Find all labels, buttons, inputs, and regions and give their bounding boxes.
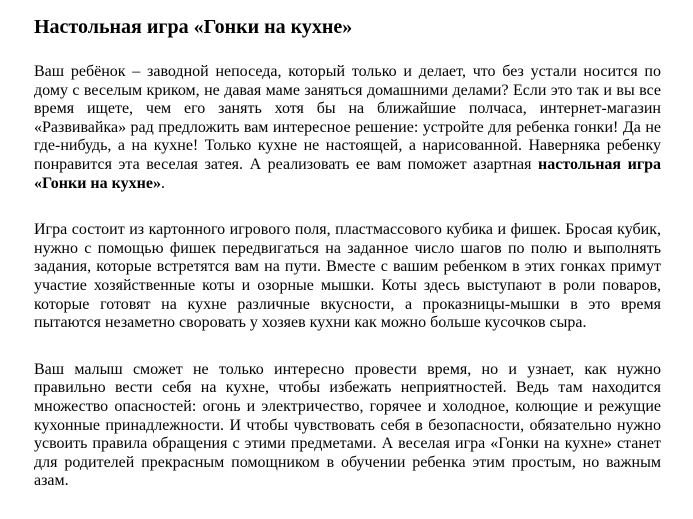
paragraph-benefits: Ваш малыш сможет не только интересно провести время, но и узнает, как нужно правильно вести себя на кухне, чтобы избежать неприятностей. Ведь там находится множество опасностей: огонь и электричество, горячее и холодное, колющие и режущие кухонные принадлежности. И чтобы чувствовать себя в безопасности, обязательно нужно усвоить правила обращения с этими предметами. А веселая игра «Гонки на кухне» станет для родителей прекрасным помощником в обучении ребенка этим простым, но важным азам. [34, 360, 661, 490]
paragraph-gameplay: Игра состоит из картонного игрового поля, пластмассового кубика и фишек. Бросая кубик, нужно с помощью фишек передвигаться на заданное число шагов по полю и выполнять задания, которые встретятся вам на пути. Вместе с вашим ребенком в этих гонках примут участие хозяйственные коты и озорные мышки. Коты здесь выступают в роли поваров, которые готовят на кухне различные вкусности, а проказницы-мышки в это время пытаются незаметно своровать у хозяев кухни как можно больше кусочков сыра. [34, 221, 661, 332]
paragraph-intro-text: Ваш ребёнок – заводной непоседа, который только и делает, что без устали носится по дому с веселым криком, не давая маме заняться домашними делами? Если это так и вы все время ищете, чем его занять хотя бы на ближайшие полчаса, интернет-магазин «Развивайка» рад предложить вам интересное решение: устройте для ребенка гонки! Да не где-нибудь, а на кухне! Только кухне не настоящей, а нарисованной. Наверняка ребенку понравится эта веселая затея. А реализовать ее вам поможет азартная [34, 63, 661, 173]
article [34, 14, 661, 519]
product-name-bold: настольная игра «Гонки на кухне» [34, 155, 662, 192]
paragraph-intro-end: . [160, 174, 165, 192]
paragraph-intro [34, 63, 661, 193]
article-title: Настольная игра «Гонки на кухне» [34, 16, 353, 38]
